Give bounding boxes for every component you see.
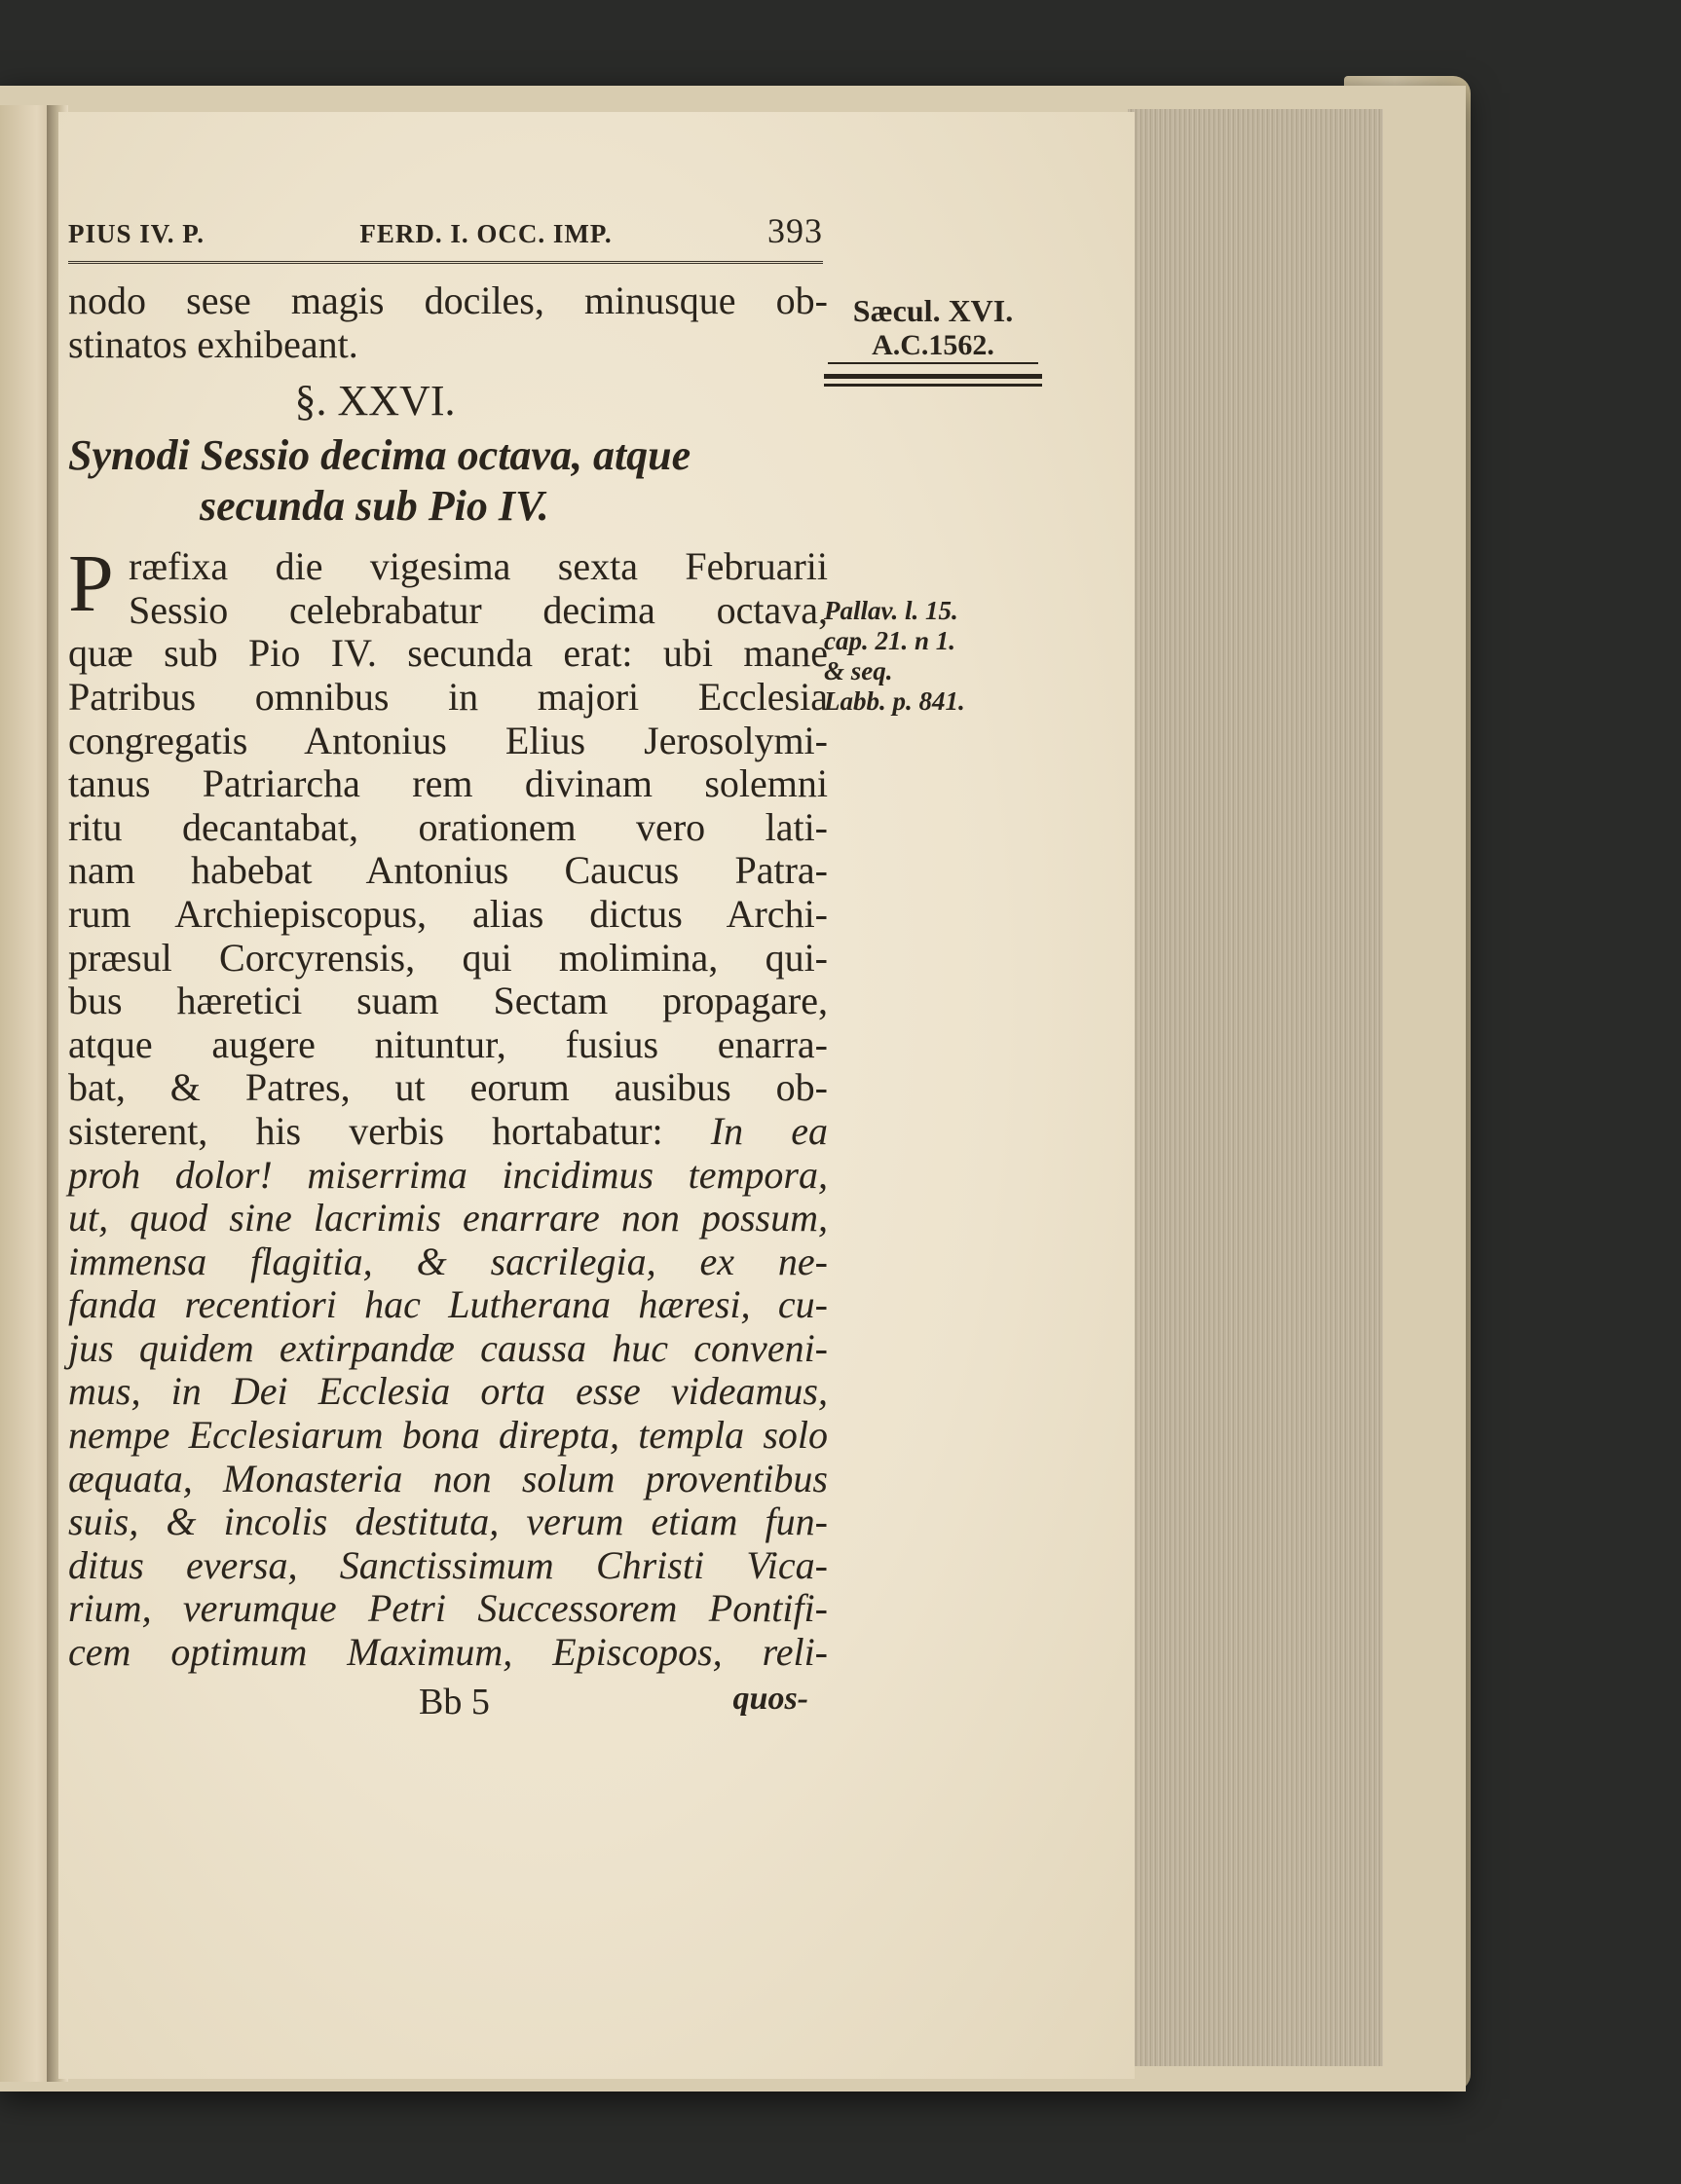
main-text-column	[68, 210, 828, 1723]
text-line: atque augere nituntur, fusius enarra-	[68, 1021, 828, 1066]
text-line: stinatos exhibeant.	[68, 321, 358, 366]
signature-mark: Bb 5	[419, 1681, 490, 1722]
left-page-edge	[0, 105, 53, 2082]
quote-line: ut, quod sine lacrimis enarrare non possum,	[68, 1196, 828, 1240]
page-edges	[1128, 109, 1383, 2066]
text-line: nodo sese magis dociles, minusque ob-	[68, 278, 828, 322]
section-number: §. XXVI.	[294, 377, 456, 426]
text-line: præsul Corcyrensis, qui molimina, qui-	[68, 935, 828, 980]
quote-line: mus, in Dei Ecclesia orta esse videamus,	[68, 1369, 828, 1414]
drop-capital: P	[68, 538, 114, 630]
text-line: tanus Patriarcha rem divinam solemni	[68, 761, 828, 806]
reference-line: cap. 21. n 1.	[824, 626, 955, 655]
quote-line: nempe Ecclesiarum bona direpta, templa solo	[68, 1413, 828, 1458]
heading-line: Synodi Sessio decima octava, atque	[68, 431, 691, 480]
page-footer	[68, 1675, 808, 1723]
text-line-content: ræfixa die vigesima sexta Februarii	[129, 544, 828, 589]
quote-line: rium, verumque Petri Successorem Pontifi-	[68, 1586, 828, 1631]
text-line-roman: sisterent, his verbis hortabatur:	[68, 1108, 663, 1153]
quote-line: jus quidem extirpandæ caussa huc conveni-	[68, 1325, 828, 1370]
reference-line: & seq.	[824, 656, 893, 685]
quote-line: æquata, Monasteria non solum proventibus	[68, 1456, 828, 1500]
margin-references	[824, 596, 1058, 717]
reference-line: Labb. p. 841.	[824, 686, 965, 716]
section-heading	[68, 430, 828, 532]
text-line: Sessio celebrabatur decima octava,	[129, 587, 828, 632]
quote-line: cem optimum Maximum, Episcopos, reli-	[68, 1630, 828, 1675]
text-line: bus hæretici suam Sectam propagare,	[68, 979, 828, 1023]
margin-rule	[824, 374, 1042, 379]
header-emperor: FERD. I. OCC. IMP.	[359, 219, 613, 248]
text-line	[68, 1110, 828, 1154]
text-line: nam habebat Antonius Caucus Patra-	[68, 848, 828, 893]
margin-century: Sæcul. XVI.	[852, 293, 1014, 328]
text-line: ritu decantabat, orationem vero lati-	[68, 804, 828, 849]
text-line: congregatis Antonius Elius Jerosolymi-	[68, 718, 828, 762]
heading-line: secunda sub Pio IV.	[200, 482, 549, 531]
text-line-italic: In ea	[710, 1108, 828, 1153]
text-line: quæ sub Pio IV. secunda erat: ubi mane	[68, 631, 828, 676]
text-line: rum Archiepiscopus, alias dictus Archi-	[68, 891, 828, 936]
quote-line: suis, & incolis destituta, verum etiam fun-	[68, 1499, 828, 1544]
running-header	[68, 210, 823, 264]
margin-rule	[824, 384, 1042, 387]
quote-line: immensa flagitia, & sacrilegia, ex ne-	[68, 1239, 828, 1283]
quote-line: proh dolor! miserrima incidimus tempora,	[68, 1152, 828, 1197]
catchword: quos-	[732, 1680, 808, 1717]
quote-line: fanda recentiori hac Lutherana hæresi, cu-	[68, 1282, 828, 1327]
reference-line: Pallav. l. 15.	[824, 596, 958, 625]
text-line: Patribus omnibus in majori Ecclesia	[68, 674, 828, 719]
text-line: bat, & Patres, ut eorum ausibus ob-	[68, 1065, 828, 1110]
margin-date-box	[816, 292, 1050, 387]
quote-line: ditus eversa, Sanctissimum Christi Vica-	[68, 1542, 828, 1587]
page-number: 393	[766, 211, 823, 250]
header-pope: PIUS IV. P.	[68, 219, 205, 248]
margin-year: A.C.1562.	[828, 329, 1038, 364]
